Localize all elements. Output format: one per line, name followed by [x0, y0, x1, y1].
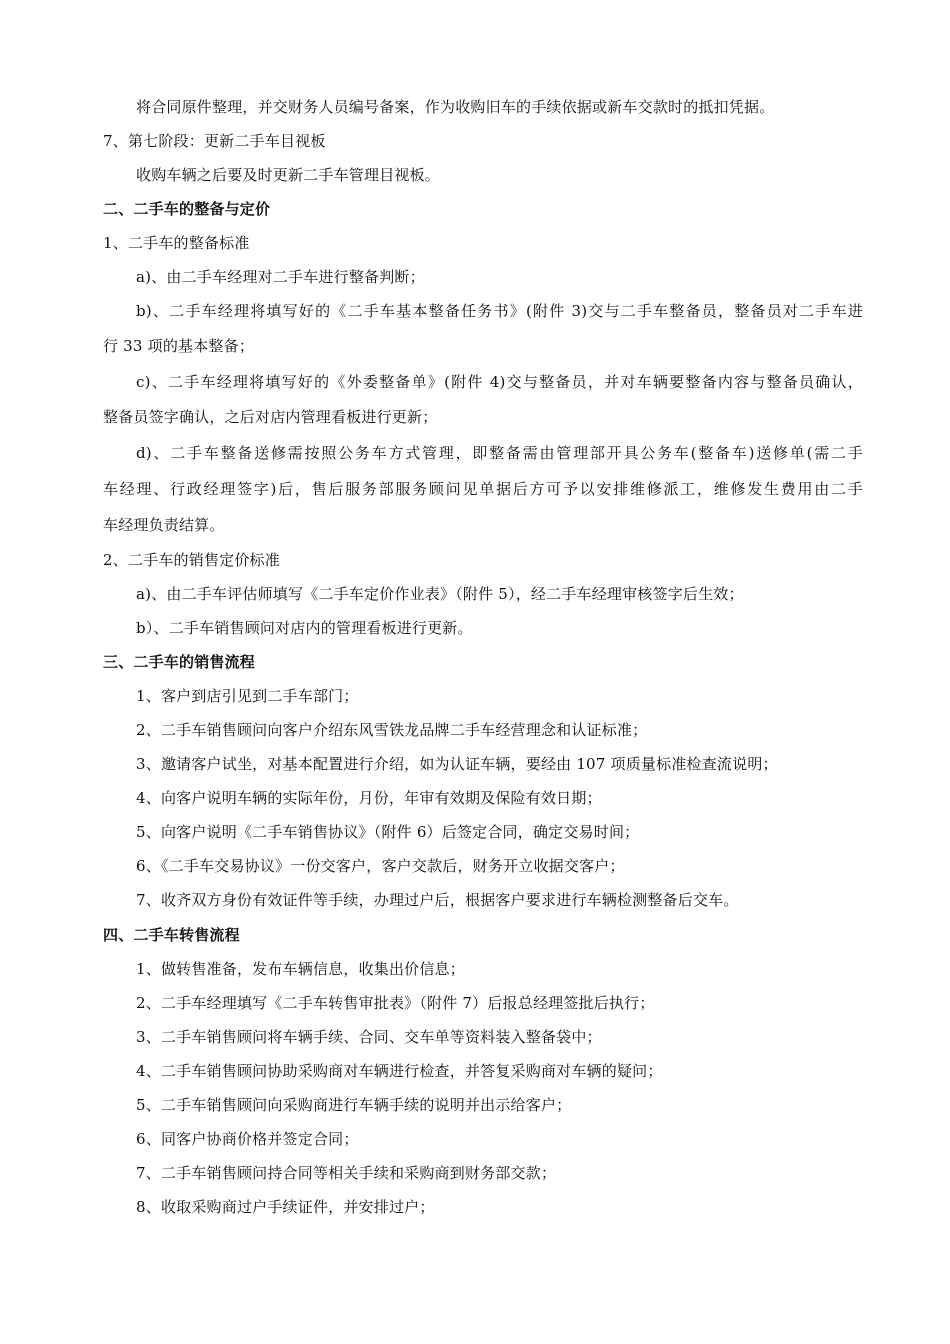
list-item: 1、做转售准备，发布车辆信息，收集出价信息；: [136, 960, 465, 978]
section-heading: 四、二手车转售流程: [103, 926, 240, 944]
list-item: 7、二手车销售顾问持合同等相关手续和采购商到财务部交款；: [136, 1164, 557, 1182]
subsection-heading: 2、二手车的销售定价标准: [103, 551, 280, 569]
paragraph-line: 将合同原件整理，并交财务人员编号备案，作为收购旧车的手续依据或新车交款时的抵扣凭据。: [136, 98, 775, 116]
list-item: 7、收齐双方身份有效证件等手续，办理过户后，根据客户要求进行车辆检测整备后交车。: [136, 891, 739, 909]
list-item: 8、收取采购商过户手续证件，并安排过户；: [136, 1198, 435, 1216]
list-item: 4、二手车销售顾问协助采购商对车辆进行检查，并答复采购商对车辆的疑问；: [136, 1062, 663, 1080]
paragraph-line: 收购车辆之后要及时更新二手车管理目视板。: [136, 166, 441, 184]
step-heading: 7、第七阶段：更新二手车目视板: [103, 132, 326, 150]
list-item: b）、二手车销售顾问对店内的管理看板进行更新。: [136, 619, 473, 637]
list-item: 3、二手车销售顾问将车辆手续、合同、交车单等资料装入整备袋中；: [136, 1028, 602, 1046]
list-item: d)、二手车整备送修需按照公务车方式管理，即整备需由管理部开具公务车(整备车)送修单(需二手: [136, 444, 863, 462]
section-heading: 二、二手车的整备与定价: [103, 200, 271, 218]
list-item: 3、邀请客户试坐，对基本配置进行介绍，如为认证车辆，要经由 107 项质量标准检查流说明；: [136, 755, 778, 773]
list-item: b)、二手车经理将填写好的《二手车基本整备任务书》(附件 3)交与二手车整备员，整备员对二手车进: [136, 302, 863, 320]
list-item: 2、二手车销售顾问向客户介绍东风雪铁龙品牌二手车经营理念和认证标准；: [136, 721, 648, 739]
list-item: 5、二手车销售顾问向采购商进行车辆手续的说明并出示给客户；: [136, 1096, 572, 1114]
list-item: 4、向客户说明车辆的实际年份，月份，年审有效期及保险有效日期；: [136, 789, 602, 807]
list-item: 6、《二手车交易协议》一份交客户，客户交款后，财务开立收据交客户；: [136, 857, 625, 875]
list-item-continuation: 行 33 项的基本整备；: [103, 337, 255, 355]
list-item: a)、由二手车评估师填写《二手车定价作业表》（附件 5），经二手车经理审核签字后生效；: [136, 585, 744, 603]
list-item: 5、向客户说明《二手车销售协议》（附件 6）后签定合同，确定交易时间；: [136, 823, 640, 841]
list-item: 2、二手车经理填写《二手车转售审批表》（附件 7）后报总经理签批后执行；: [136, 994, 655, 1012]
list-item: 1、客户到店引见到二手车部门；: [136, 687, 359, 705]
section-heading: 三、二手车的销售流程: [103, 653, 256, 671]
list-item-continuation: 车经理、行政经理签字)后，售后服务部服务顾问见单据后方可予以安排维修派工，维修发生费用由二手: [103, 480, 863, 498]
list-item-continuation: 车经理负责结算。: [103, 516, 225, 534]
list-item-continuation: 整备员签字确认，之后对店内管理看板进行更新；: [103, 408, 438, 426]
list-item: c)、二手车经理将填写好的《外委整备单》(附件 4)交与整备员，并对车辆要整备内容与整备员确认，: [136, 373, 863, 391]
list-item: 6、同客户协商价格并签定合同；: [136, 1130, 359, 1148]
list-item: a)、由二手车经理对二手车进行整备判断；: [136, 268, 425, 286]
subsection-heading: 1、二手车的整备标准: [103, 234, 250, 252]
